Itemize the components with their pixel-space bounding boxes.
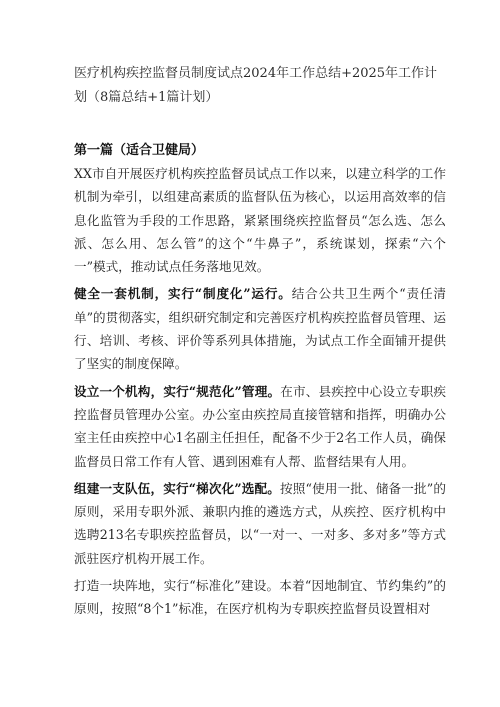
paragraph-lead: 健全一套机制，实行“制度化”运行。 [74, 286, 292, 302]
document-body [74, 162, 446, 625]
paragraph-text: 按照“使用一批、储备一批”的原则，采用专职外派、兼职内推的遴选方式，从疾控、医疗机构中选聘213名专职疾控监督员，以“一对一、一对多、多对多”等方式派驻医疗机构开展工作。 [74, 480, 446, 566]
paragraph-text: 在市、县疾控中心设立专职疾控监督员管理办公室。办公室由疾控局直接管辖和指挥，明确办公室主任由疾控中心1名副主任担任，配备不少于2名工作人员，确保监督员日常工作有人管、遇到困难有人帮、监督结果有人用。 [74, 383, 447, 469]
paragraph-mechanism [74, 282, 446, 375]
paragraph-organization [74, 380, 446, 473]
paragraph-lead: 设立一个机构，实行“规范化”管理。 [74, 383, 281, 399]
paragraph-intro [74, 162, 446, 278]
paragraph-text: 结合公共卫生两个“责任清单”的贯彻落实，组织研究制定和完善医疗机构疾控监督员管理、运行、培训、考核、评价等系列具体措施，为试点工作全面铺开提供了坚实的制度保障。 [74, 286, 446, 372]
paragraph-text: 打造一块阵地，实行“标准化”建设。本着“因地制宜、节约集约”的原则，按照“8个1”标准，在医疗机构为专职疾控监督员设置相对 [74, 578, 446, 617]
paragraph-lead: 组建一支队伍，实行“梯次化”选配。 [74, 480, 280, 496]
paragraph-team [74, 477, 446, 570]
paragraph-text: XX市自开展医疗机构疾控监督员试点工作以来，以建立科学的工作机制为牵引，以组建高素质的监督队伍为核心，以运用高效率的信息化监管为手段的工作思路，紧紧围绕疾控监督员“怎么选、怎么派、怎么用、怎么管”的这个“牛鼻子”，系统谋划，探索“六个一”模式，推动试点任务落地见效。 [74, 166, 446, 275]
document-title: 医疗机构疾控监督员制度试点2024年工作总结+2025年工作计划（8篇总结+1篇计划） [74, 66, 438, 105]
section-heading: 第一篇（适合卫健局） [74, 143, 205, 158]
paragraph-base [74, 574, 446, 621]
